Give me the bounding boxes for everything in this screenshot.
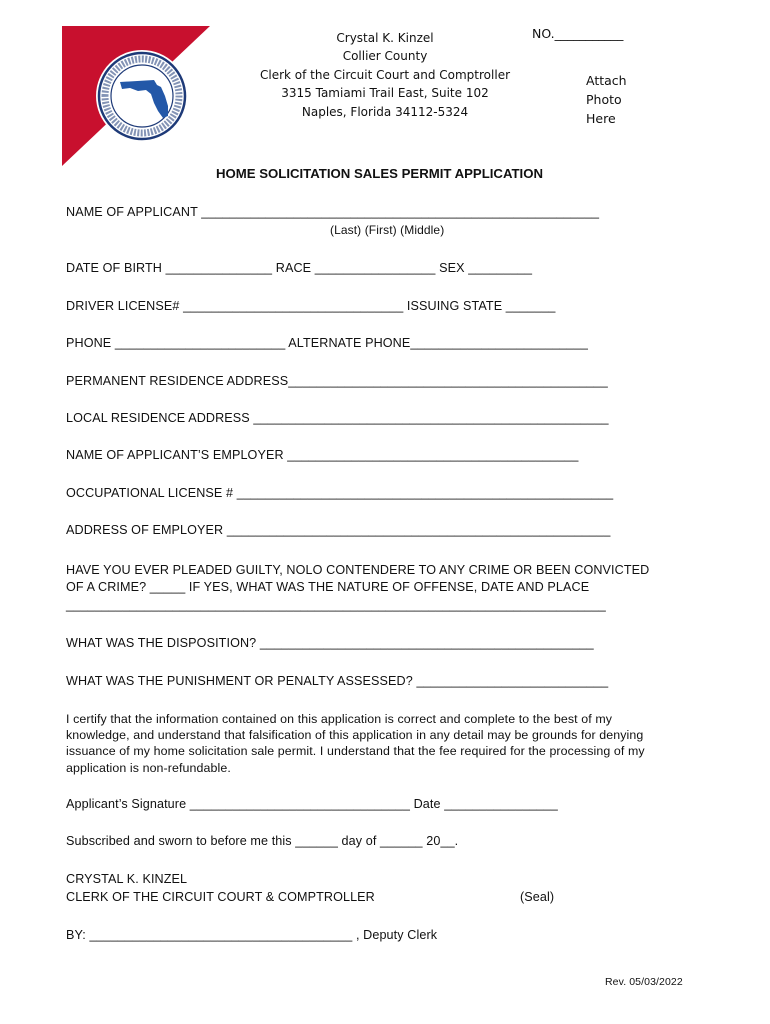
disposition-field[interactable]: WHAT WAS THE DISPOSITION? _______________________________________________ <box>66 636 594 650</box>
driver-license-field[interactable]: DRIVER LICENSE# _______________________________ ISSUING STATE _______ <box>66 299 556 313</box>
crime-details-field[interactable]: ____________________________________________________________________________ <box>66 598 606 612</box>
permanent-address-field[interactable]: PERMANENT RESIDENCE ADDRESS_____________________________________________ <box>66 374 608 388</box>
clerk-signature-title: CLERK OF THE CIRCUIT COURT & COMPTROLLER <box>66 890 375 904</box>
photo-placeholder-line1: Attach <box>586 73 627 88</box>
applicant-name-hint: (Last) (First) (Middle) <box>330 223 445 237</box>
clerk-name: Crystal K. Kinzel <box>336 31 434 45</box>
clerk-seal-logo <box>62 26 212 166</box>
clerk-signature-name: CRYSTAL K. KINZEL <box>66 872 188 886</box>
crime-question-line1: HAVE YOU EVER PLEADED GUILTY, NOLO CONTENDERE TO ANY CRIME OR BEEN CONVICTED <box>66 563 650 577</box>
office-street: 3315 Tamiami Trail East, Suite 102 <box>281 86 489 100</box>
signature-date-field[interactable]: Applicant’s Signature _______________________________ Date ________________ <box>66 797 558 811</box>
phone-field[interactable]: PHONE ________________________ ALTERNATE PHONE_________________________ <box>66 336 588 350</box>
photo-placeholder-line3: Here <box>586 111 616 126</box>
form-title: HOME SOLICITATION SALES PERMIT APPLICATION <box>216 166 543 181</box>
county-name: Collier County <box>342 49 428 63</box>
photo-placeholder-line2: Photo <box>586 92 622 107</box>
applicant-name-field[interactable]: NAME OF APPLICANT ________________________________________________________ <box>66 205 600 219</box>
office-title: Clerk of the Circuit Court and Comptroller <box>259 68 511 82</box>
seal-label: (Seal) <box>520 890 555 904</box>
occupational-license-field[interactable]: OCCUPATIONAL LICENSE # _____________________________________________________ <box>66 486 614 500</box>
deputy-clerk-field[interactable]: BY: _____________________________________ , Deputy Clerk <box>66 928 438 942</box>
punishment-field[interactable]: WHAT WAS THE PUNISHMENT OR PENALTY ASSESSED? ___________________________ <box>66 674 609 688</box>
local-address-field[interactable]: LOCAL RESIDENCE ADDRESS __________________________________________________ <box>66 411 609 425</box>
crime-question-line2[interactable]: OF A CRIME? _____ IF YES, WHAT WAS THE NATURE OF OFFENSE, DATE AND PLACE <box>66 580 590 594</box>
revision-date: Rev. 05/03/2022 <box>605 976 683 988</box>
sworn-statement-field[interactable]: Subscribed and sworn to before me this ______ day of ______ 20__. <box>66 834 459 848</box>
office-city: Naples, Florida 34112-5324 <box>301 105 469 119</box>
certification-paragraph: I certify that the information contained on this application is correct and complete to the best of my knowledge, and understand that falsification of this application in any detail may be grounds for denying issuance of my home solicitation sale permit. I understand that the fee required for the processing of my application is non-refundable. <box>66 712 645 775</box>
dob-race-sex-field[interactable]: DATE OF BIRTH _______________ RACE _________________ SEX _________ <box>66 261 533 275</box>
employer-name-field[interactable]: NAME OF APPLICANT’S EMPLOYER _________________________________________ <box>66 448 579 462</box>
application-number-field[interactable]: NO.___________ <box>532 26 624 41</box>
employer-address-field[interactable]: ADDRESS OF EMPLOYER ______________________________________________________ <box>66 523 611 537</box>
